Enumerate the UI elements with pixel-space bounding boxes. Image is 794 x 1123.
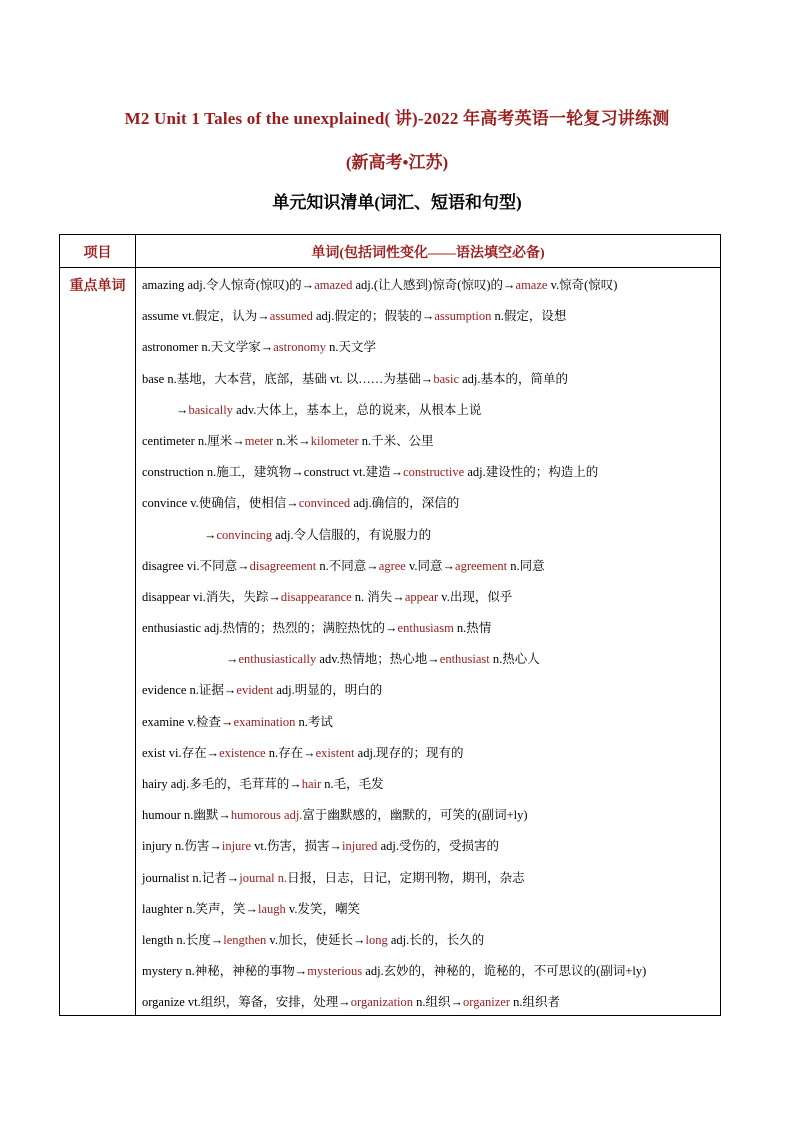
word-entry-row <box>142 301 716 332</box>
word-text: disagree vi.不同意→ <box>142 558 250 573</box>
word-text: adj.玄妙的，神秘的，诡秘的，不可思议的(副词+ly) <box>362 964 647 979</box>
word-entry-row <box>142 457 716 488</box>
word-text: v.同意→ <box>405 558 456 573</box>
word-text: n.组织者 <box>510 995 561 1010</box>
derived-word: assumption <box>434 309 492 324</box>
word-entry-row <box>142 894 716 925</box>
derived-word: existence <box>219 745 266 760</box>
word-text: n. 消失→ <box>351 589 405 604</box>
derived-word: appear <box>404 589 439 604</box>
word-text: n.组织→ <box>413 995 464 1010</box>
derived-word: disagreement <box>249 558 317 573</box>
derived-word: disappearance <box>280 589 352 604</box>
derived-word: constructive <box>403 465 465 480</box>
word-text: mystery n.神秘，神秘的事物→ <box>142 964 308 979</box>
derived-word: agreement <box>455 558 508 573</box>
word-text: length n.长度→ <box>142 932 224 947</box>
derived-word: assumed <box>269 309 313 324</box>
word-text: v.惊奇(惊叹) <box>547 278 618 292</box>
category-label: 重点单词 <box>69 279 126 294</box>
column-header-words: 单词(包括词性变化——语法填空必备) <box>311 246 545 261</box>
derived-word: agree <box>378 558 406 573</box>
word-text: adj.假定的；假装的→ <box>312 309 435 324</box>
word-entry-row <box>142 270 716 301</box>
word-text: evidence n.证据→ <box>142 683 237 698</box>
word-text: → <box>176 402 189 417</box>
word-entry-row <box>142 831 716 862</box>
word-text: adv.热情地；热心地→ <box>316 652 440 667</box>
derived-word: hair <box>301 777 322 791</box>
word-text: examine v.检查→ <box>142 714 234 729</box>
derived-word: enthusiast <box>439 652 490 667</box>
derived-word: basic <box>433 371 459 386</box>
derived-word: basically <box>188 402 233 417</box>
word-entry-row <box>142 925 716 956</box>
word-text: v.加长，使延长→ <box>266 932 366 947</box>
word-text: vt.伤害，损害→ <box>251 839 343 854</box>
derived-word: organizer <box>463 995 511 1010</box>
word-text: adj.确信的，深信的 <box>350 496 460 511</box>
word-text: adj.现存的；现有的 <box>354 745 464 760</box>
word-text: humour n.幽默→ <box>142 808 231 823</box>
word-text: base n.基地，大本营，底部，基础 vt. 以……为基础→ <box>142 371 434 386</box>
word-entry-row <box>142 644 716 675</box>
word-text: disappear vi.消失，失踪→ <box>142 589 281 604</box>
word-text: adj.长的，长久的 <box>387 932 485 947</box>
word-entry-row <box>142 987 716 1018</box>
word-text: n.天文学 <box>326 340 377 355</box>
derived-word: convincing <box>216 527 273 542</box>
derived-word: humorous adj. <box>230 808 303 823</box>
derived-word: meter <box>244 433 274 448</box>
word-text: centimeter n.厘米→ <box>142 433 245 448</box>
column-header-item: 项目 <box>83 246 112 261</box>
word-text: n.假定，设想 <box>491 309 567 324</box>
word-list <box>142 270 716 1019</box>
word-text: v.发笑，嘲笑 <box>285 901 360 916</box>
derived-word: existent <box>315 745 355 760</box>
word-text: adj.受伤的，受损害的 <box>377 839 499 854</box>
word-text: journalist n.记者→ <box>142 870 240 885</box>
derived-word: kilometer <box>310 433 359 448</box>
word-text: adj.(让人感到)惊奇(惊叹)的→ <box>352 278 516 292</box>
derived-word: journal n. <box>239 870 288 885</box>
word-text: adj.明显的，明白的 <box>273 683 383 698</box>
word-entry-row <box>142 426 716 457</box>
derived-word: enthusiastically <box>238 652 317 667</box>
word-text: → <box>204 527 217 542</box>
word-text: 富于幽默感的，幽默的，可笑的(副词+ly) <box>302 808 528 823</box>
word-entry-row <box>142 956 716 987</box>
word-text: convince v.使确信，使相信→ <box>142 496 299 511</box>
derived-word: evident <box>236 683 274 698</box>
word-entry-row <box>142 520 716 551</box>
derived-word: injure <box>221 839 252 854</box>
derived-word: amazed <box>314 278 353 292</box>
word-text: n.不同意→ <box>316 558 379 573</box>
word-text: construction n.施工，建筑物→construct vt.建造→ <box>142 465 404 480</box>
word-text: adj.基本的，简单的 <box>459 371 569 386</box>
word-text: exist vi.存在→ <box>142 745 220 760</box>
vocabulary-table <box>59 234 721 1016</box>
word-text: n.千米、公里 <box>358 433 434 448</box>
word-entry-row <box>142 613 716 644</box>
section-heading: 单元知识清单(词汇、短语和句型) <box>272 193 522 212</box>
document-subtitle: (新高考•江苏) <box>345 153 449 172</box>
word-entry-row <box>142 675 716 706</box>
word-text: → <box>226 652 239 667</box>
word-text: injury n.伤害→ <box>142 839 222 854</box>
derived-word: injured <box>342 839 378 854</box>
word-entry-row <box>142 364 716 395</box>
word-entry-row <box>142 551 716 582</box>
word-entry-row <box>142 582 716 613</box>
word-entry-row <box>142 800 716 831</box>
word-text: adj.令人信服的，有说服力的 <box>272 527 432 542</box>
word-text: 日报，日志，日记，定期刊物，期刊，杂志 <box>287 870 525 885</box>
word-text: n.考试 <box>295 714 333 729</box>
derived-word: astronomy <box>273 340 327 355</box>
word-text: n.毛，毛发 <box>321 777 384 791</box>
word-text: adv.大体上，基本上，总的说来，从根本上说 <box>232 402 482 417</box>
derived-word: lengthen <box>223 932 267 947</box>
derived-word: organization <box>350 995 414 1010</box>
word-text: n.热情 <box>453 621 492 636</box>
word-text: organize vt.组织，筹备，安排，处理→ <box>142 995 351 1010</box>
derived-word: enthusiasm <box>397 621 454 636</box>
derived-word: long <box>365 932 388 947</box>
word-entry-row <box>142 707 716 738</box>
word-text: n.同意 <box>507 558 545 573</box>
word-text: hairy adj.多毛的，毛茸茸的→ <box>142 777 302 791</box>
derived-word: convinced <box>298 496 351 511</box>
word-text: amazing adj.令人惊奇(惊叹)的→ <box>142 278 315 292</box>
word-entry-row <box>142 863 716 894</box>
derived-word: laugh <box>257 901 286 916</box>
word-entry-row <box>142 395 716 426</box>
word-text: n.热心人 <box>489 652 540 667</box>
column-divider <box>135 235 136 1015</box>
word-text: adj.建设性的；构造上的 <box>464 465 599 480</box>
word-entry-row <box>142 488 716 519</box>
word-text: laughter n.笑声，笑→ <box>142 901 258 916</box>
word-text: n.米→ <box>273 433 311 448</box>
word-text: astronomer n.天文学家→ <box>142 340 274 355</box>
derived-word: mysterious <box>307 964 363 979</box>
word-entry-row <box>142 738 716 769</box>
word-text: v.出现，似乎 <box>438 589 513 604</box>
word-text: assume vt.假定，认为→ <box>142 309 270 324</box>
word-entry-row <box>142 332 716 363</box>
document-title: M2 Unit 1 Tales of the unexplained( 讲)-2022 年高考英语一轮复习讲练测 <box>124 109 670 128</box>
word-text: n.存在→ <box>265 745 316 760</box>
word-entry-row <box>142 769 716 800</box>
derived-word: amaze <box>515 278 548 292</box>
derived-word: examination <box>233 714 296 729</box>
word-text: enthusiastic adj.热情的；热烈的；满腔热忱的→ <box>142 621 398 636</box>
